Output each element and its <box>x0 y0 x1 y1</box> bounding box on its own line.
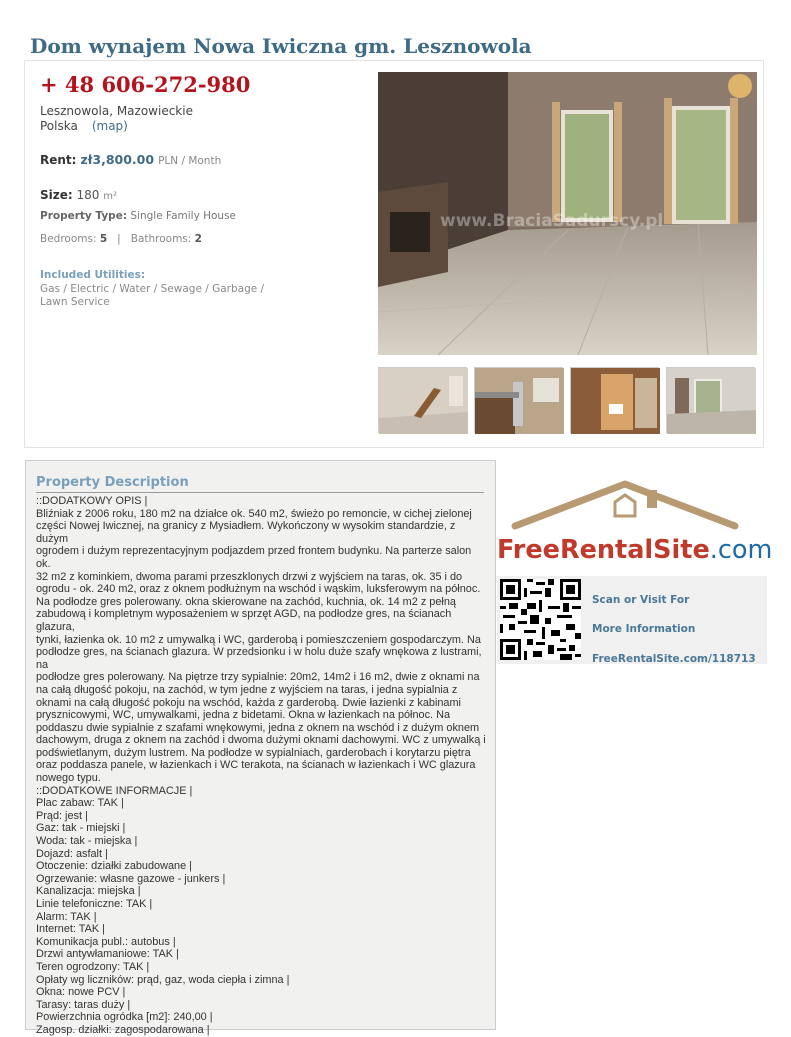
description-line: Zagosp. działki: zagospodarowana | <box>36 1023 210 1036</box>
bathrooms-label: Bathrooms: <box>130 233 192 245</box>
freerentalsite-logo[interactable] <box>497 478 773 565</box>
thumbnail-4[interactable] <box>666 367 755 433</box>
description-line: Powierzchnia ogródka [m2]: 240,00 | <box>36 1011 213 1024</box>
bathrooms-value: 2 <box>194 233 202 245</box>
description-line: Dojazd: asfalt | <box>36 847 108 860</box>
rent-label: Rent: <box>40 153 77 167</box>
description-line: Komunikacja publ.: autobus | <box>36 935 176 948</box>
bedrooms-label: Bedrooms: <box>40 233 97 245</box>
logo-text: FreeRentalSite.com <box>497 535 773 565</box>
description-line: Kanalizacja: miejska | <box>36 885 141 898</box>
photo-watermark: www.BraciaSadurscy.pl <box>440 211 664 231</box>
description-body <box>36 495 486 1037</box>
description-line: Plac zabaw: TAK | <box>36 797 124 810</box>
description-line: Okna: nowe PCV | <box>36 986 126 999</box>
qr-info-text: More Information <box>592 623 696 635</box>
description-line: na całą długość pokoju, na zachód, w tym jedne z wyjściem na taras, i jedna sypialnia z <box>36 683 458 696</box>
rooms-row <box>40 233 202 245</box>
property-type-label: Property Type: <box>40 210 128 222</box>
description-line: części Nowej Iwicznej, na granicy z Mysiadłem. Wykończony w wysokim standardzie, z dużym <box>36 520 456 545</box>
qr-scan-text: Scan or Visit For <box>592 594 690 606</box>
map-link[interactable]: (map) <box>91 119 128 133</box>
description-line: Na podłodze gres polerowany. okna skierowane na zachód, kuchnia, ok. 14 m2 z pełną <box>36 595 456 608</box>
description-line: Woda: tak - miejska | <box>36 835 138 848</box>
country: Polska <box>40 119 78 133</box>
description-line: Ogrzewanie: własne gazowe - junkers | <box>36 872 226 885</box>
property-description-panel <box>25 460 496 1036</box>
description-line: tynki, łazienka ok. 10 m2 z umywalką i WC, garderobą i pomieszczeniem gospodarczym. Na <box>36 633 481 646</box>
description-line: Tarasy: taras duży | <box>36 998 131 1011</box>
description-line: Prąd: jest | <box>36 809 88 822</box>
description-line: Drzwi antywłamaniowe: TAK | <box>36 948 179 961</box>
property-type-row <box>40 210 236 222</box>
description-line: ogrodu - ok. 240 m2, oraz z oknem podłużnym na wschód i wąskim, luksferowym na północ. <box>36 583 481 596</box>
description-line: Alarm: TAK | <box>36 910 97 923</box>
description-line: nowego typu. <box>36 772 101 785</box>
description-line: podłodze gres, na ścianach glazura. W przedsionku i w holu duże szafy wnękowa z lustrami, na <box>36 646 482 671</box>
description-line: ::DODATKOWY OPIS | <box>36 495 148 507</box>
description-heading: Property Description <box>36 475 484 493</box>
description-line: poddaszu dwie sypialnie z szafami wnękowymi, jedna z oknem na wschód i z dużym oknem <box>36 721 480 734</box>
thumbnail-1[interactable] <box>378 367 467 433</box>
utilities-list: Gas / Electric / Water / Sewage / Garbage / Lawn Service <box>40 283 265 308</box>
description-line: Internet: TAK | <box>36 923 106 936</box>
description-line: oraz poddasza panele, w łazienkach i WC terakota, na ścianach w łazienkach i WC glazura <box>36 759 476 772</box>
house-roof-icon <box>515 484 735 526</box>
description-line: ::DODATKOWE INFORMACJE | <box>36 784 193 797</box>
rooms-separator: | <box>117 233 121 245</box>
description-line: prysznicowymi, WC, umywalkami, jedna z bidetami. Okna w łazienkach na północ. Na <box>36 709 451 722</box>
description-line: Gaz: tak - miejski | <box>36 822 126 835</box>
description-line: Linie telefoniczne: TAK | <box>36 898 153 910</box>
main-photo[interactable] <box>378 72 757 355</box>
size-unit: m² <box>103 191 117 202</box>
rent-row <box>40 152 221 167</box>
page-title: Dom wynajem Nowa Iwiczna gm. Lesznowola <box>30 34 532 58</box>
bedrooms-value: 5 <box>99 233 108 245</box>
thumbnail-2[interactable] <box>474 367 563 433</box>
description-line: zabudową i kompletnym wyposażeniem w sprzęt AGD, na podłodze gres, na ścianach glazura, <box>36 608 452 633</box>
utilities-heading: Included Utilities: <box>40 269 146 281</box>
qr-panel <box>497 576 767 664</box>
description-line: dachowym, druga z oknem na zachód i dwoma dużymi oknami dachowymi. WC z umywalką i <box>36 734 486 747</box>
property-type-value: Single Family House <box>130 210 237 222</box>
description-line: podświetlanym, dużym lustrem. Na podłodze w sypialniach, garderobach i korytarzu piętra <box>36 746 471 759</box>
location <box>40 104 193 134</box>
description-line: oknami na całą długość pokoju na wschód, każda z garderobą. Dwie łazienki z kabinami <box>36 696 461 709</box>
description-line: Opłaty wg liczników: prąd, gaz, woda ciepła i zimna | <box>36 973 290 986</box>
rent-amount: zł3,800.00 <box>80 152 155 167</box>
qr-url-link[interactable]: FreeRentalSite.com/118713 <box>592 653 756 665</box>
rent-period: PLN / Month <box>158 155 222 167</box>
city-region: Lesznowola, Mazowieckie <box>40 104 193 118</box>
description-line: Otoczenie: działki zabudowane | <box>36 860 192 873</box>
description-line: podłodze gres polerowany. Na piętrze trzy sypialnie: 20m2, 14m2 i 16 m2, dwie z oknami na <box>36 671 480 684</box>
phone-number[interactable]: + 48 606-272-980 <box>40 72 251 97</box>
qr-code-icon[interactable] <box>500 579 581 660</box>
description-line: Teren ogrodzony: TAK | <box>36 960 150 973</box>
description-line: ogrodem i dużym reprezentacyjnym podjazdem przed frontem budynku. Na parterze salon ok. <box>36 545 472 570</box>
listing-summary-panel <box>24 60 764 448</box>
size-label: Size: <box>40 188 73 202</box>
description-line: 32 m2 z kominkiem, dwoma parami przeszklonych drzwi z wyjściem na taras, ok. 35 i do <box>36 570 463 583</box>
description-line: Bliźniak z 2006 roku, 180 m2 na działce ok. 540 m2, świeżo po remoncie, w cichej zielonej <box>36 507 472 520</box>
size-row <box>40 188 117 202</box>
size-value: 180 <box>76 188 100 202</box>
thumbnail-3[interactable] <box>570 367 659 433</box>
